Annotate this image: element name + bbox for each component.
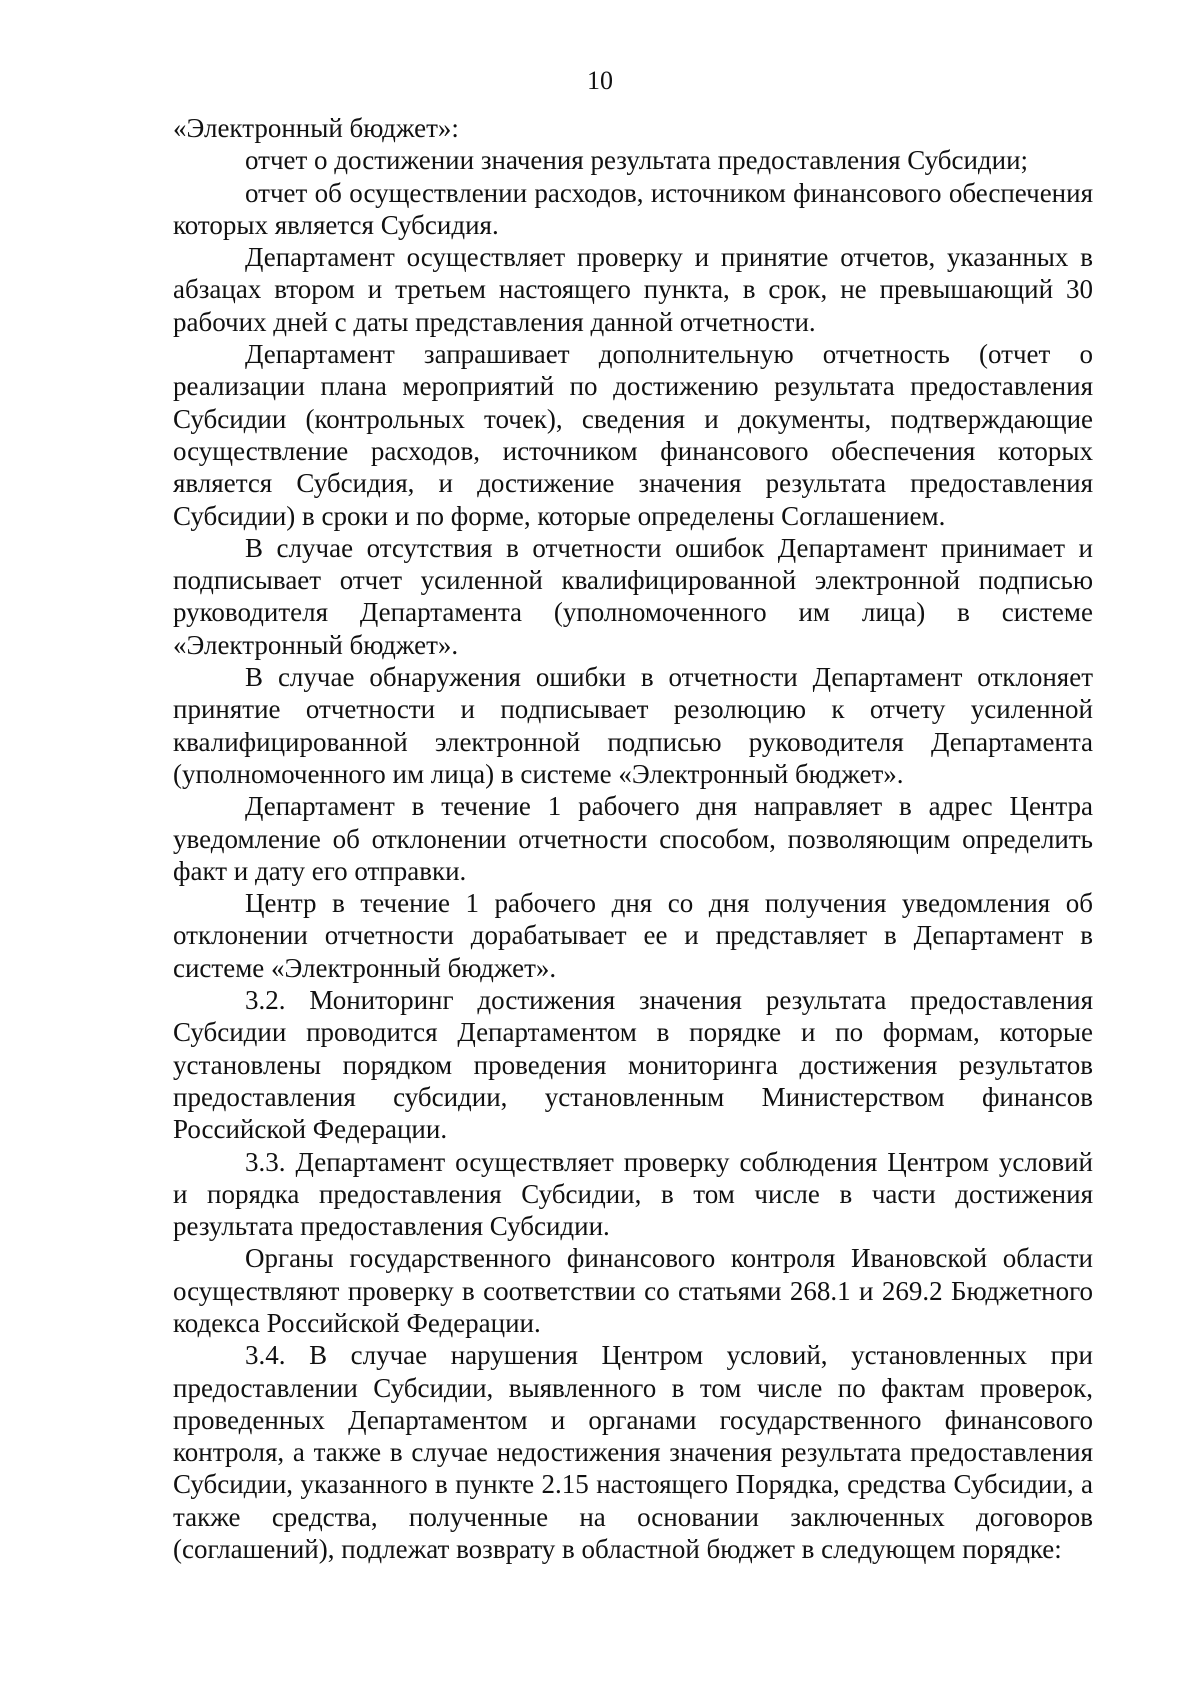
paragraph-financial-control: Органы государственного финансового контроля Ивановской области осуществляют проверку в соответствии со статьями 268.1 и 269.2 Бюджетного кодекса Российской Федерации. (173, 1243, 1093, 1338)
document-body (173, 112, 1093, 1565)
paragraph-3-2-monitoring: 3.2. Мониторинг достижения значения результата предоставления Субсидии проводится Департаментом в порядке и по формам, которые установлены порядком проведения мониторинга достижения результатов предоставления субсидии, установленным Министерством финансов Российской Федерации. (173, 985, 1093, 1145)
paragraph-center-revision: Центр в течение 1 рабочего дня со дня получения уведомления об отклонении отчетности дорабатывает ее и представляет в Департамент в системе «Электронный бюджет». (173, 888, 1093, 983)
paragraph-3-4-violation: 3.4. В случае нарушения Центром условий, установленных при предоставлении Субсидии, выявленного в том числе по фактам проверок, проведенных Департаментом и органами государственного финансового контроля, а также в случае недостижения значения результата предоставления Субсидии, указанного в пункте 2.15 настоящего Порядка, средства Субсидии, а также средства, полученные на основании заключенных договоров (соглашений), подлежат возврату в областной бюджет в следующем порядке: (173, 1340, 1093, 1565)
paragraph-continuation: «Электронный бюджет»: (173, 113, 459, 143)
paragraph-rejection-notice: Департамент в течение 1 рабочего дня направляет в адрес Центра уведомление об отклонении отчетности способом, позволяющим определить факт и дату его отправки. (173, 791, 1093, 886)
page-number: 10 (587, 66, 613, 95)
paragraph-report-achievement: отчет о достижении значения результата предоставления Субсидии; (245, 145, 1029, 176)
paragraph-additional-reporting: Департамент запрашивает дополнительную отчетность (отчет о реализации плана мероприятий по достижению результата предоставления Субсидии (контрольных точек), сведения и документы, подтверждающие осуществление расходов, источником финансового обеспечения которых является Субсидия, и достижение значения результата предоставления Субсидии) в сроки и по форме, которые определены Соглашением. (173, 339, 1093, 531)
paragraph-no-errors: В случае отсутствия в отчетности ошибок Департамент принимает и подписывает отчет усиленной квалифицированной электронной подписью руководителя Департамента (уполномоченного им лица) в системе «Электронный бюджет». (173, 532, 1093, 660)
paragraph-report-review: Департамент осуществляет проверку и принятие отчетов, указанных в абзацах втором и третьем настоящего пункта, в срок, не превышающий 30 рабочих дней с даты представления данной отчетности. (173, 242, 1093, 337)
paragraph-3-3-verification: 3.3. Департамент осуществляет проверку соблюдения Центром условий и порядка предоставления Субсидии, в том числе в части достижения результата предоставления Субсидии. (173, 1146, 1093, 1242)
paragraph-errors-found: В случае обнаружения ошибки в отчетности Департамент отклоняет принятие отчетности и подписывает резолюцию к отчету усиленной квалифицированной электронной подписью руководителя Департамента (уполномоченного им лица) в системе «Электронный бюджет». (173, 662, 1093, 789)
paragraph-report-expenses: отчет об осуществлении расходов, источником финансового обеспечения которых является Субсидия. (173, 177, 1093, 240)
